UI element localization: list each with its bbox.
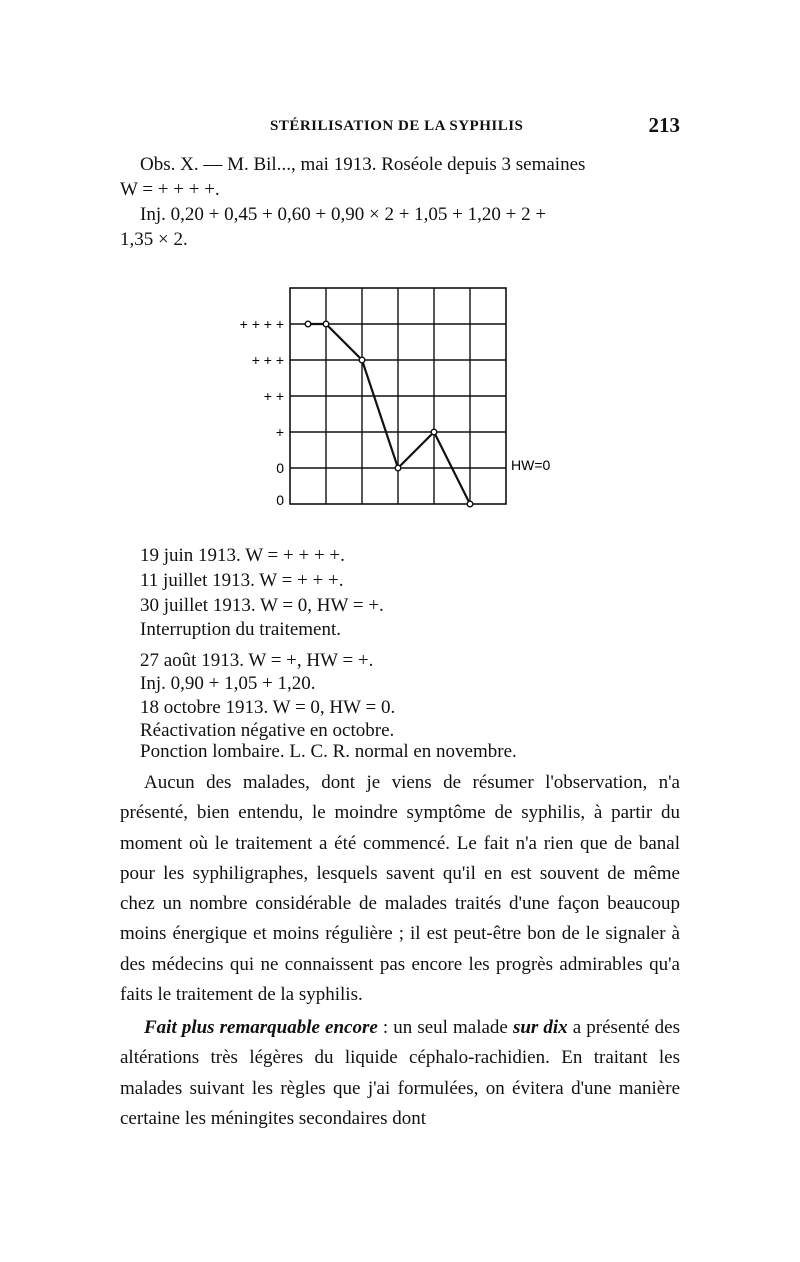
observation-w: W = + + + +. <box>120 179 220 200</box>
log-line-3: 30 juillet 1913. W = 0, HW = +. <box>140 595 384 616</box>
chart-annotation: HW=0 <box>511 457 551 473</box>
log-line-5: 27 août 1913. W = +, HW = +. <box>140 650 374 671</box>
log-line-7: 18 octobre 1913. W = 0, HW = 0. <box>140 697 396 718</box>
y-tick-label: 0 <box>276 460 284 476</box>
log-line-2: 11 juillet 1913. W = + + +. <box>140 570 344 591</box>
series-line <box>308 324 470 504</box>
observation-injections-cont: 1,35 × 2. <box>120 229 188 250</box>
paragraph-2-emph: sur dix <box>512 1017 568 1038</box>
paragraph-2 <box>120 1013 680 1134</box>
data-point <box>467 501 473 507</box>
data-point <box>395 465 401 471</box>
data-point <box>323 321 329 327</box>
log-line-8: Réactivation négative en octobre. <box>140 720 395 741</box>
serology-chart <box>200 280 600 520</box>
paragraph-1: Aucun des malades, dont je viens de résumer l'observation, n'a présenté, bien entendu, le moindre symptôme de syphilis, à partir du moment où le traitement a été commencé. Le fait n'a rien que de banal pour les syphiligraphes, lesquels savent qu'il en est souvent de même chez un nombre considérable de malades traités d'une façon beaucoup moins énergique et moins régulière ; il est peut-être bon de le signaler à des médecins qui ne connaissent pas encore les progrès admirables qu'a faits le traitement de la syphilis. <box>120 772 680 1006</box>
page-number: 213 <box>648 113 680 137</box>
y-tick-label: + + + <box>251 352 284 368</box>
paragraph-2-part1: : un seul malade <box>377 1017 513 1038</box>
data-point <box>305 321 311 327</box>
data-point <box>359 357 365 363</box>
log-line-4: Interruption du traitement. <box>140 619 342 640</box>
log-line-6: Inj. 0,90 + 1,05 + 1,20. <box>140 673 316 694</box>
y-tick-label: + <box>275 424 284 440</box>
chart-series <box>305 321 473 507</box>
paragraph-2-part2: a présenté des altérations très légères du liquide céphalo-rachidien. En traitant les malades suivant les règles que j'ai formulées, on évitera d'une manière certaine les méningites secondaires dont <box>120 1017 681 1129</box>
paragraph-2-lead: Fait plus remarquable encore <box>144 1017 378 1038</box>
data-point <box>431 429 437 435</box>
observation-injections: Inj. 0,20 + 0,45 + 0,60 + 0,90 × 2 + 1,05 + 1,20 + 2 + <box>140 204 547 225</box>
y-tick-label: + + + + <box>239 316 284 332</box>
y-tick-label: + + <box>263 388 284 404</box>
y-tick-label: 0 <box>276 492 284 508</box>
chart-y-labels <box>240 316 285 508</box>
log-line-1: 19 juin 1913. W = + + + +. <box>140 545 345 566</box>
chart-grid <box>290 288 506 504</box>
observation-heading: Obs. X. — M. Bil..., mai 1913. Roséole depuis 3 semaines <box>140 154 586 175</box>
page-header <box>120 113 680 140</box>
running-title: STÉRILISATION DE LA SYPHILIS <box>270 118 524 134</box>
log-line-9: Ponction lombaire. L. C. R. normal en novembre. <box>140 741 517 762</box>
